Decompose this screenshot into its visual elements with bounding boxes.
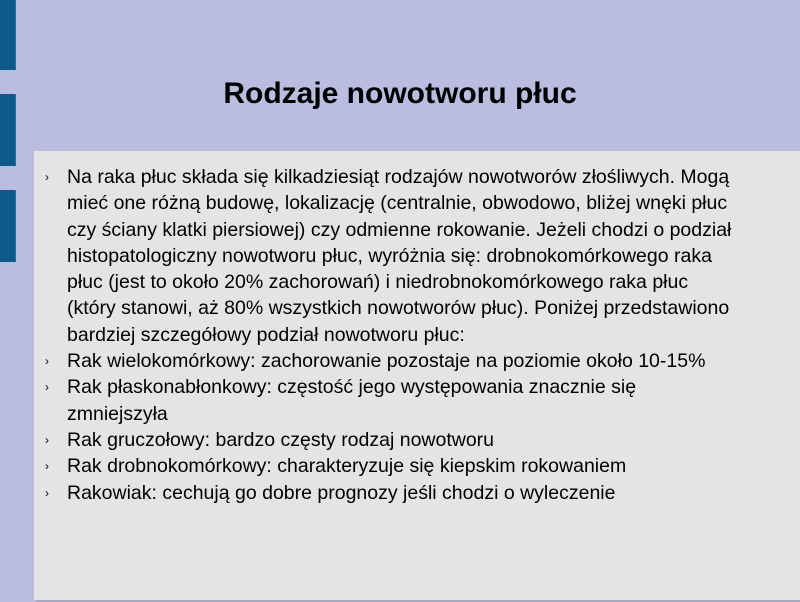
list-item: [34, 427, 734, 453]
list-item: [34, 453, 734, 479]
chevron-right-icon: ›: [45, 459, 49, 474]
bullet-text: Rak płaskonabłonkowy: częstość jego występowania znacznie się zmniejszyła: [67, 376, 637, 425]
bullet-text: Rakowiak: cechują go dobre prognozy jeśli chodzi o wyleczenie: [67, 481, 616, 504]
side-bar-top: [0, 0, 16, 70]
side-decoration: [0, 0, 16, 270]
chevron-right-icon: ›: [45, 170, 49, 184]
chevron-right-icon: ›: [45, 432, 49, 447]
bullet-text: Rak gruczołowy: bardzo częsty rodzaj nowotworu: [67, 428, 495, 451]
bullet-text: Na raka płuc składa się kilkadziesiąt rodzajów nowotworów złośliwych. Mogą mieć one różną budowę, lokalizację (centralnie, obwodowo, bliżej wnęki płuc czy ściany klatki piersiowej) czy odmienne rokowanie. Jeżeli chodzi o podział histopatologiczny nowotworu płuc, wyróżnia się: drobnokomórkowego raka płuc (jest to około 20% zachorowań) i niedrobnokomórkowego raka płuc (który stanowi, aż 80% wszystkich nowotworów płuc). Poniżej przedstawiono bardziej szczegółowy podział nowotworu płuc:: [67, 166, 732, 346]
slide-title: Rodzaje nowotworu płuc: [223, 77, 577, 110]
list-item: [34, 374, 734, 427]
chevron-right-icon: ›: [45, 485, 49, 500]
list-item: [34, 480, 734, 506]
bullet-text: Rak drobnokomórkowy: charakteryzuje się kiepskim rokowaniem: [67, 455, 627, 478]
side-bar-bottom: [0, 190, 16, 262]
list-item: [34, 348, 734, 374]
chevron-right-icon: ›: [45, 380, 49, 395]
chevron-right-icon: ›: [45, 354, 49, 369]
bullet-list: [34, 164, 734, 506]
bullet-text: Rak wielokomórkowy: zachorowanie pozostaje na poziomie około 10-15%: [67, 350, 706, 373]
list-item: [34, 164, 734, 348]
